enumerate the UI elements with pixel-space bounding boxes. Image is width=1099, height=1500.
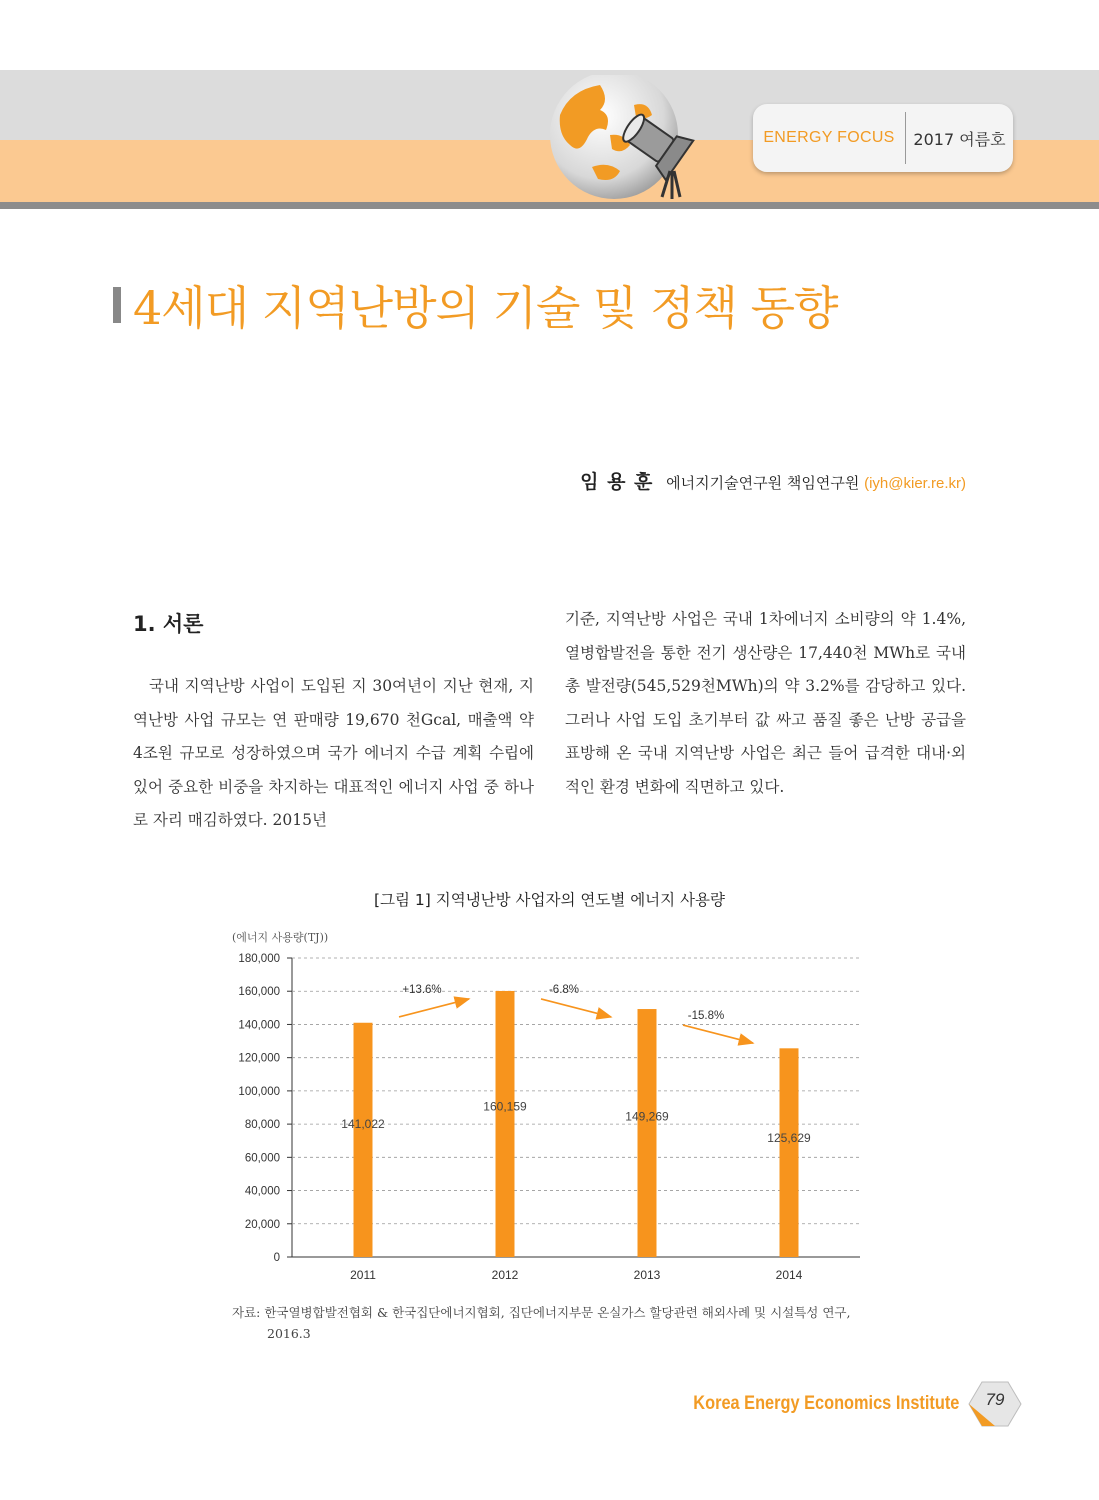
y-tick-label: 60,000 <box>244 1152 280 1165</box>
trend-arrow <box>683 1025 753 1043</box>
trend-label: +13.6% <box>402 983 442 996</box>
y-tick-label: 120,000 <box>238 1052 280 1065</box>
bar-chart <box>220 922 880 1292</box>
figure-source <box>232 1302 882 1344</box>
y-tick-label: 20,000 <box>244 1218 280 1231</box>
data-label: 149,269 <box>625 1109 669 1124</box>
y-axis-label: (에너지 사용량(TJ)) <box>232 931 329 944</box>
issue-badge <box>753 104 1013 172</box>
trend-arrow <box>541 999 611 1017</box>
y-tick-label: 160,000 <box>238 986 280 999</box>
x-tick-label: 2011 <box>350 1268 376 1282</box>
y-tick-label: 80,000 <box>244 1119 280 1132</box>
author-name: 임 용 훈 <box>580 471 654 493</box>
trend-label: -6.8% <box>548 983 580 996</box>
x-tick-label: 2013 <box>633 1268 661 1282</box>
globe-spotlight-icon <box>540 75 710 205</box>
y-tick-label: 180,000 <box>238 953 280 965</box>
y-tick-label: 100,000 <box>238 1085 280 1098</box>
y-tick-label: 140,000 <box>238 1019 280 1032</box>
y-tick-label: 0 <box>273 1252 280 1264</box>
trend-label: -15.8% <box>687 1010 725 1023</box>
data-label: 160,159 <box>483 1099 527 1114</box>
bar-2011 <box>354 1023 373 1257</box>
section-heading: 1. 서론 <box>133 612 204 636</box>
figure-caption: [그림 1] 지역냉난방 사업자의 연도별 에너지 사용량 <box>374 891 725 909</box>
source-line-1: 자료: 한국열병합발전협회 & 한국집단에너지협회, 집단에너지부문 온실가스 할당관련 해외사례 및 시설특성 연구, <box>232 1305 851 1320</box>
issue-label: 2017 여름호 <box>913 129 1006 149</box>
trend-arrow <box>399 999 469 1017</box>
article-title: 4세대 지역난방의 기술 및 정책 동향 <box>133 281 838 335</box>
data-label: 125,629 <box>767 1131 811 1146</box>
author-email: (iyh@kier.re.kr) <box>864 475 966 492</box>
page-number: 79 <box>985 1390 1005 1409</box>
data-label: 141,022 <box>341 1117 385 1132</box>
author-line <box>580 467 966 494</box>
bar-2014 <box>780 1048 799 1257</box>
body-paragraph-left: 국내 지역난방 사업이 도입된 지 30여년이 지난 현재, 지역난방 사업 규모는 연 판매량 19,670 천Gcal, 매출액 약 4조원 규모로 성장하였으며 국가 에너지 수급 계획 수립에 있어 중요한 비중을 차지하는 대표적인 에너지 사업 중 하나로 자리 매김하였다. 2015년 <box>133 677 534 829</box>
body-paragraph-right: 기준, 지역난방 사업은 국내 1차에너지 소비량의 약 1.4%, 열병합발전을 통한 전기 생산량은 17,440천 MWh로 국내 총 발전량(545,529천MWh)의 약 3.2%를 감당하고 있다. 그러나 사업 도입 초기부터 값 싸고 품질 좋은 난방 공급을 표방해 온 국내 지역난방 사업은 최근 들어 급격한 대내·외적인 환경 변화에 직면하고 있다. <box>565 610 966 796</box>
footer-brand: Korea Energy Economics Institute <box>692 1393 959 1414</box>
author-affiliation: 에너지기술연구원 책임연구원 <box>666 474 860 492</box>
bar-2013 <box>638 1009 657 1257</box>
title-accent-bar <box>113 287 121 323</box>
section-label: ENERGY FOCUS <box>763 129 895 146</box>
x-tick-label: 2014 <box>775 1268 803 1282</box>
y-tick-label: 40,000 <box>244 1185 280 1198</box>
x-tick-label: 2012 <box>491 1268 519 1282</box>
source-line-2: 2016.3 <box>267 1326 311 1341</box>
bar-2012 <box>496 991 515 1257</box>
